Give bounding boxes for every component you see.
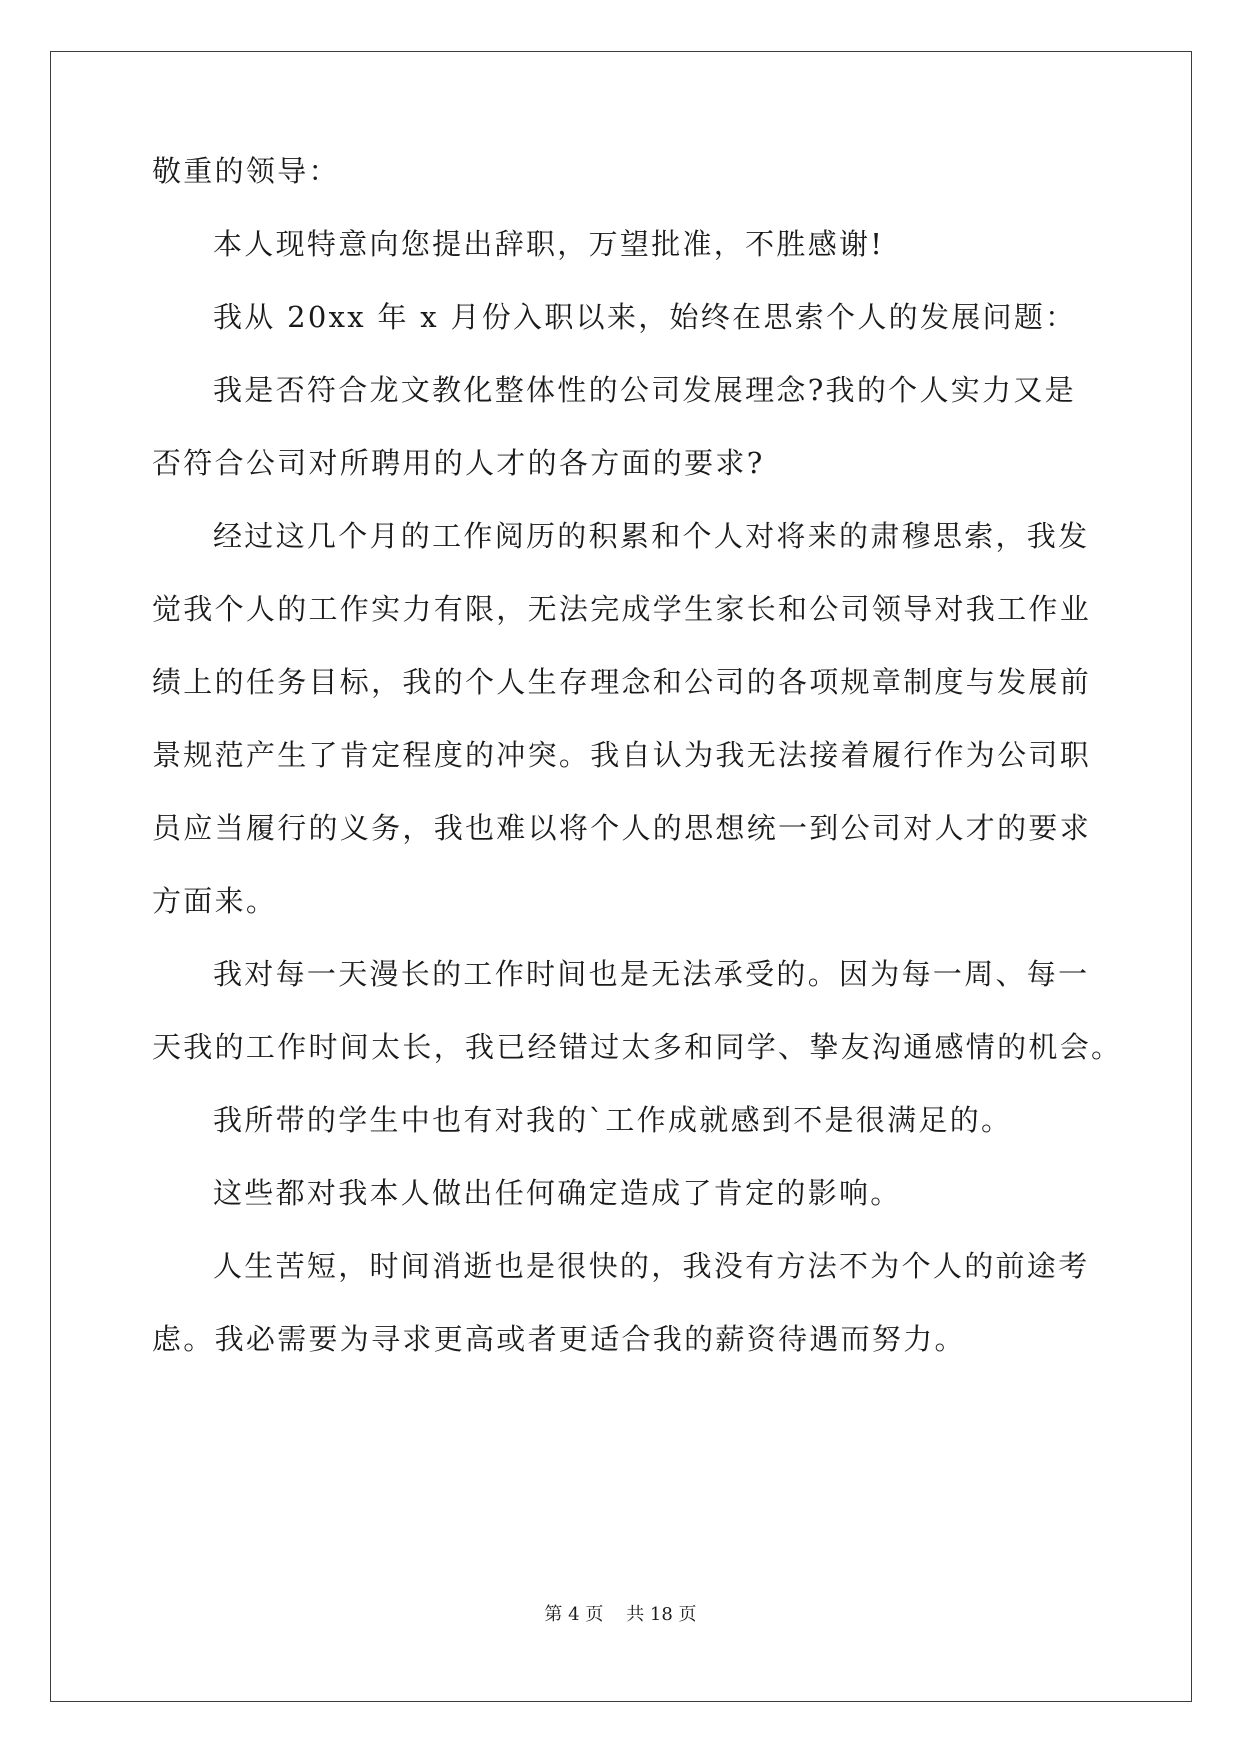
paragraph-line: 我从 20xx 年 x 月份入职以来，始终在思索个人的发展问题： — [213, 300, 1077, 334]
paragraph-line: 绩上的任务目标，我的个人生存理念和公司的各项规章制度与发展前 — [152, 665, 1092, 699]
paragraph-line: 人生苦短，时间消逝也是很快的，我没有方法不为个人的前途考 — [213, 1249, 1090, 1283]
paragraph-line: 否符合公司对所聘用的人才的各方面的要求? — [152, 446, 765, 480]
page-number-footer: 第 4 页 共 18 页 — [544, 1604, 697, 1625]
paragraph-line: 员应当履行的义务，我也难以将个人的思想统一到公司对人才的要求 — [152, 811, 1092, 845]
paragraph-line: 这些都对我本人做出任何确定造成了肯定的影响。 — [213, 1176, 902, 1210]
paragraph-line: 天我的工作时间太长，我已经错过太多和同学、挚友沟通感情的机会。 — [152, 1030, 1123, 1064]
paragraph-line: 经过这几个月的工作阅历的积累和个人对将来的肃穆思索，我发 — [213, 519, 1090, 553]
paragraph-line: 我是否符合龙文教化整体性的公司发展理念?我的个人实力又是 — [213, 373, 1076, 407]
paragraph-line: 景规范产生了肯定程度的冲突。我自认为我无法接着履行作为公司职 — [152, 738, 1092, 772]
salutation: 敬重的领导： — [152, 154, 340, 188]
paragraph-line: 本人现特意向您提出辞职，万望批准，不胜感谢! — [213, 227, 885, 261]
paragraph-line: 虑。我必需要为寻求更高或者更适合我的薪资待遇而努力。 — [152, 1322, 966, 1356]
paragraph-line: 我所带的学生中也有对我的`工作成就感到不是很满足的。 — [213, 1103, 1013, 1137]
paragraph-line: 方面来。 — [152, 884, 278, 918]
paragraph-line: 觉我个人的工作实力有限，无法完成学生家长和公司领导对我工作业 — [152, 592, 1092, 626]
paragraph-line: 我对每一天漫长的工作时间也是无法承受的。因为每一周、每一 — [213, 957, 1090, 991]
